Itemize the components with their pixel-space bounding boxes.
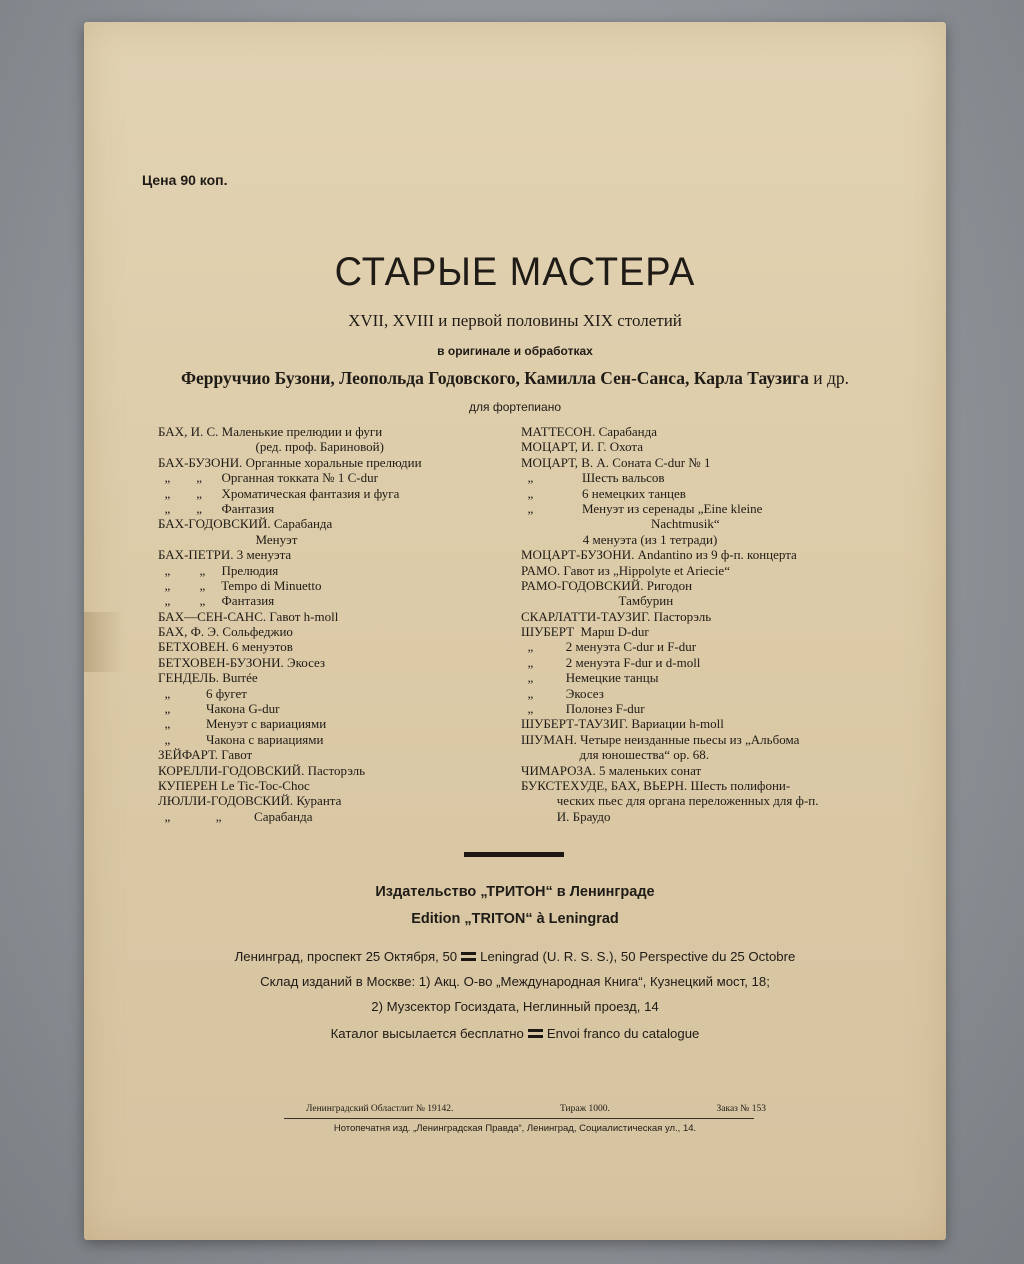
page-title: СТАРЫЕ МАСТЕРА — [334, 250, 696, 294]
right-list-entry: „ Экосез — [521, 685, 604, 701]
left-list-entry: ЗЕЙФАРТ. Гавот — [158, 747, 253, 763]
left-work-list — [158, 424, 523, 824]
left-list-entry: „ „ Tempo di Minuetto — [158, 577, 322, 593]
right-list-entry: „ Немецкие танцы — [521, 670, 659, 686]
right-list-entry: для юношества“ ор. 68. — [521, 747, 710, 763]
imprint-zakaz: Заказ № 153 — [716, 1104, 766, 1114]
moscow-depot-line-2: 2) Музсектор Госиздата, Неглинный проезд, 14 — [371, 999, 659, 1014]
right-list-entry: „ 2 менуэта F-dur и d-moll — [521, 654, 701, 670]
left-list-entry: „ Чакона G-dur — [158, 701, 280, 717]
instrument-label: для фортепиано — [468, 400, 561, 414]
left-list-entry: БЕТХОВЕН. 6 менуэтов — [158, 639, 293, 655]
right-list-entry: БУКСТЕХУДЕ, БАХ, ВЬЕРН. Шесть полифони- — [521, 777, 791, 793]
separator-mark — [461, 952, 476, 961]
imprint-line — [306, 1104, 766, 1114]
right-list-entry: „ 6 немецких танцев — [521, 485, 686, 501]
original-note: в оригинале и обработках — [437, 344, 593, 358]
left-list-entry: КОРЕЛЛИ-ГОДОВСКИЙ. Пасторэль — [158, 762, 366, 778]
right-list-entry: Nachtmusik“ — [521, 516, 720, 532]
right-list-entry: ШУБЕРТ-ТАУЗИГ. Вариации h-moll — [521, 716, 724, 732]
divider-bar — [464, 852, 564, 857]
right-list-entry: ЧИМАРОЗА. 5 маленьких сонат — [521, 762, 702, 778]
right-list-entry: „ 2 менуэта C-dur и F-dur — [521, 639, 697, 655]
left-list-entry: „ „ Сарабанда — [158, 808, 313, 824]
left-list-entry: „ „ Хроматическая фантазия и фуга — [158, 485, 400, 501]
left-list-entry: „ 6 фугет — [158, 685, 247, 701]
left-list-entry: „ „ Фантазия — [158, 500, 275, 516]
left-list-entry: БАХ—СЕН-САНС. Гавот h-moll — [158, 608, 339, 624]
right-list-entry: РАМО. Гавот из „Hippolyte et Ariecie“ — [521, 562, 730, 578]
left-list-entry: Менуэт — [158, 531, 298, 547]
left-list-entry: КУПЕРЕН Le Tic-Toc-Choc — [158, 777, 310, 793]
arrangers-etc: и др. — [813, 368, 850, 388]
right-list-entry: И. Браудо — [521, 808, 611, 824]
right-list-entry: Тамбурин — [521, 593, 674, 609]
left-list-entry: „ „ Прелюдия — [158, 562, 279, 578]
right-list-entry: ческих пьес для органа переложенных для ф-п. — [521, 793, 819, 809]
address-french: Leningrad (U. R. S. S.), 50 Perspective du 25 Octobre — [480, 949, 796, 964]
arrangers-line — [84, 368, 946, 389]
right-list-entry: ШУБЕРТ Марш D-dur — [521, 624, 649, 640]
subtitle: XVII, XVIII и первой половины XIX столетий — [348, 311, 682, 330]
address-russian: Ленинград, проспект 25 Октября, 50 — [234, 949, 458, 964]
imprint-divider — [284, 1118, 754, 1119]
left-list-entry: „ Менуэт с вариациями — [158, 716, 327, 732]
publisher-french: Edition „TRITON“ à Leningrad — [411, 911, 619, 927]
paper-fold — [84, 612, 124, 672]
left-list-entry: (ред. проф. Бариновой) — [158, 439, 384, 455]
catalog-russian: Каталог высылается бесплатно — [330, 1026, 524, 1041]
arrangers-names: Ферруччио Бузони, Леопольда Годовского, Камилла Сен-Санса, Карла Таузига — [180, 368, 809, 388]
right-list-entry: „ Полонез F-dur — [521, 701, 645, 717]
catalog-line — [84, 1026, 946, 1041]
right-list-entry: РАМО-ГОДОВСКИЙ. Ригодон — [521, 577, 693, 593]
sheet-music-cover — [84, 22, 946, 1240]
catalog-french: Envoi franco du catalogue — [546, 1026, 700, 1041]
left-list-entry: „ Чакона с вариациями — [158, 731, 324, 747]
left-list-entry: БАХ-ГОДОВСКИЙ. Сарабанда — [158, 516, 333, 532]
left-list-entry: ГЕНДЕЛЬ. Burrée — [158, 670, 258, 686]
left-list-entry: БАХ, Ф. Э. Сольфеджио — [158, 624, 293, 640]
left-list-entry: БАХ, И. С. Маленькие прелюдии и фуги — [158, 424, 383, 439]
right-list-entry: СКАРЛАТТИ-ТАУЗИГ. Пасторэль — [521, 608, 712, 624]
right-list-entry: МАТТЕСОН. Сарабанда — [521, 424, 658, 439]
right-list-entry: МОЦАРТ-БУЗОНИ. Andantino из 9 ф-п. концерта — [521, 547, 797, 563]
imprint-tirazh: Тираж 1000. — [559, 1104, 610, 1114]
address-line — [84, 949, 946, 964]
right-list-entry: 4 менуэта (из 1 тетради) — [521, 531, 718, 547]
moscow-depot-line-1: Склад изданий в Москве: 1) Акц. О-во „Международная Книга“, Кузнецкий мост, 18; — [260, 974, 770, 989]
right-list-entry: ШУМАН. Четыре неизданные пьесы из „Альбома — [521, 731, 800, 747]
right-list-entry: „ Шесть вальсов — [521, 470, 665, 486]
right-list-entry: „ Менуэт из серенады „Eine kleine — [521, 500, 763, 516]
right-list-entry: МОЦАРТ, В. А. Соната C-dur № 1 — [521, 454, 711, 470]
imprint-printer: Нотопечатня изд. „Ленинградская Правда“, Ленинград, Социалистическая ул., 14. — [333, 1123, 697, 1134]
left-list-entry: БАХ-БУЗОНИ. Органные хоральные прелюдии — [158, 454, 422, 470]
right-list-entry: МОЦАРТ, И. Г. Охота — [521, 439, 644, 455]
left-list-entry: БАХ-ПЕТРИ. 3 менуэта — [158, 547, 292, 563]
separator-mark — [528, 1029, 543, 1038]
left-list-entry: БЕТХОВЕН-БУЗОНИ. Экосез — [158, 654, 326, 670]
imprint-oblastlit: Ленинградский Областлит № 19142. — [306, 1104, 454, 1114]
left-list-entry: „ „ Органная токката № 1 C-dur — [158, 470, 378, 486]
left-list-entry: „ „ Фантазия — [158, 593, 275, 609]
publisher-russian: Издательство „ТРИТОН“ в Ленинграде — [375, 884, 655, 900]
right-work-list — [521, 424, 911, 824]
price-label: Цена 90 коп. — [142, 172, 228, 188]
left-list-entry: ЛЮЛЛИ-ГОДОВСКИЙ. Куранта — [158, 793, 342, 809]
